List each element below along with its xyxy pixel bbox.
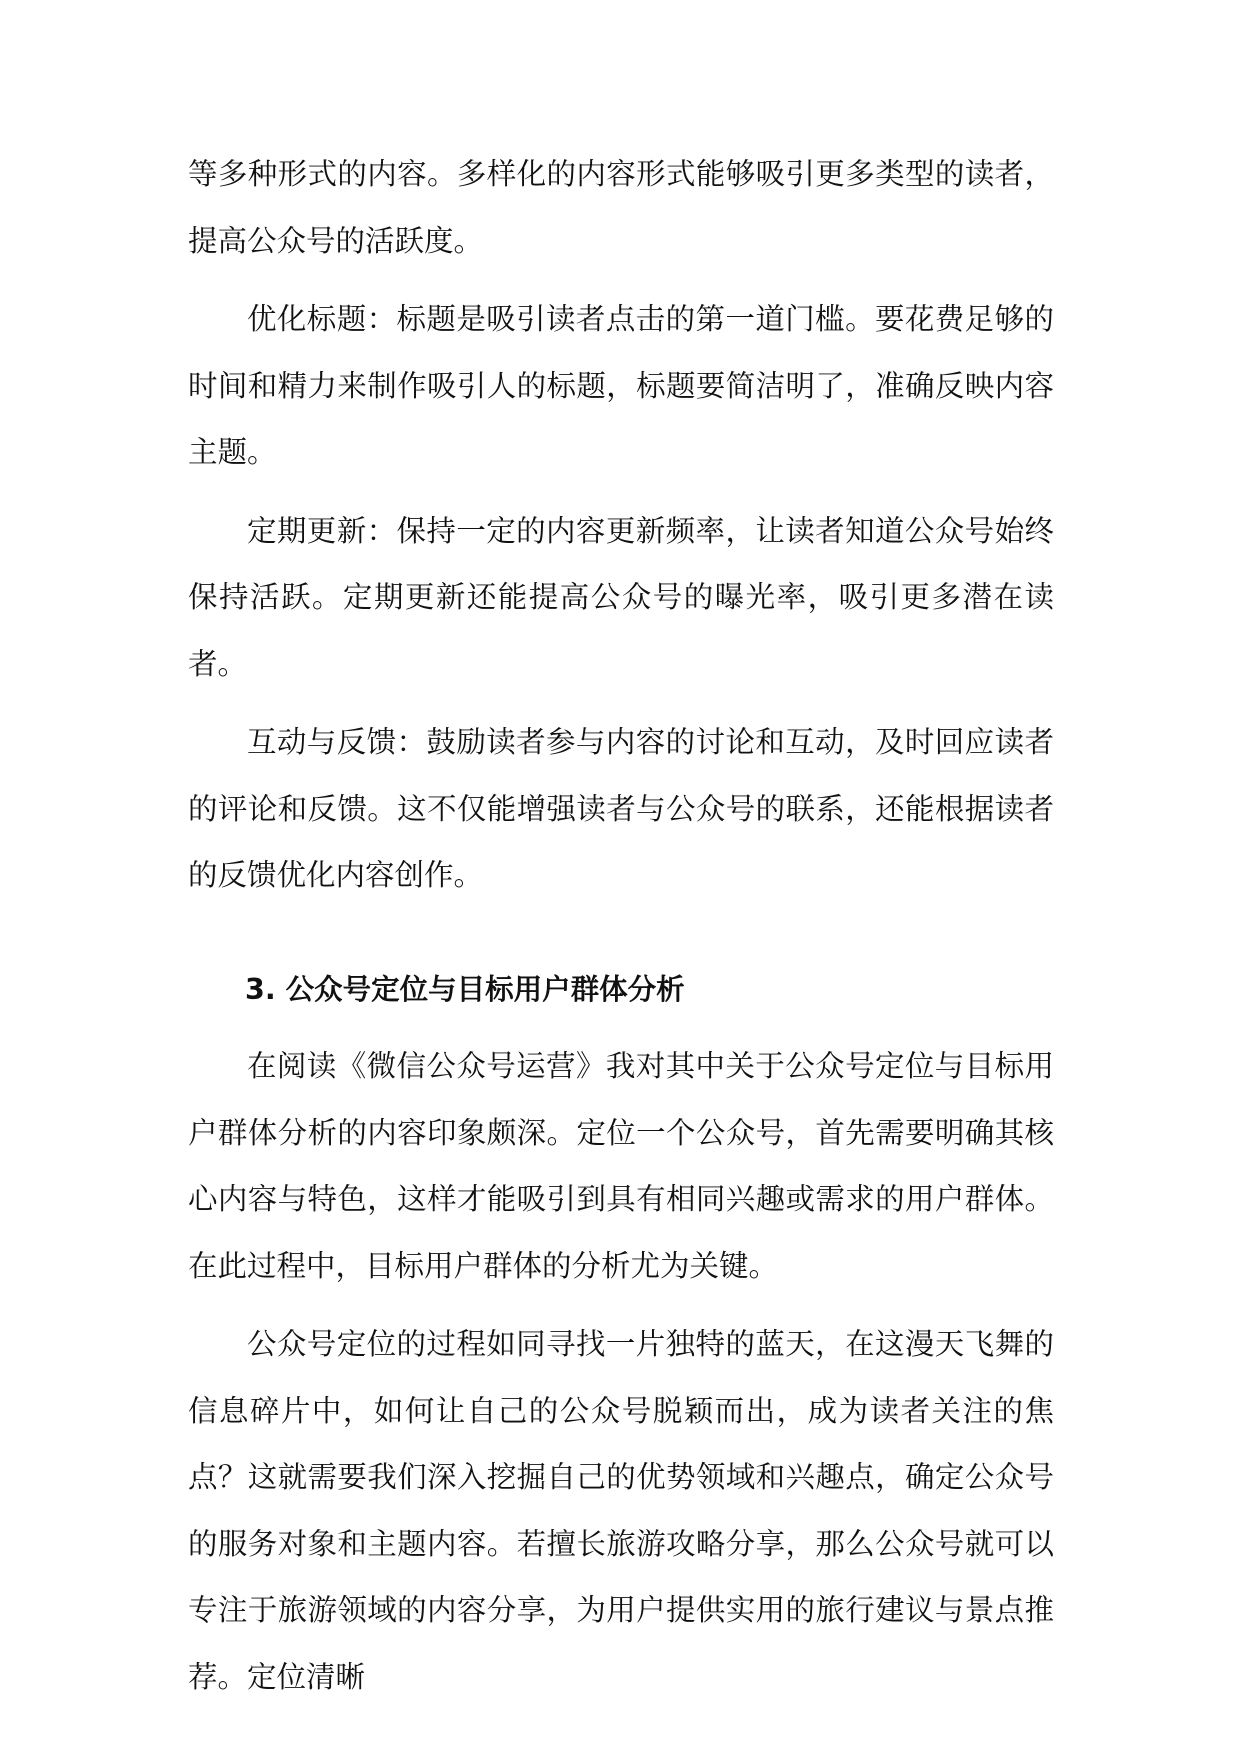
paragraph-optimize-title: 优化标题：标题是吸引读者点击的第一道门槛。要花费足够的时间和精力来制作吸引人的标题，标题要简洁明了，准确反映内容主题。 <box>188 302 1054 469</box>
paragraph-regular-update: 定期更新：保持一定的内容更新频率，让读者知道公众号始终保持活跃。定期更新还能提高公众号的曝光率，吸引更多潜在读者。 <box>188 513 1054 681</box>
paragraph-positioning-intro: 在阅读《微信公众号运营》我对其中关于公众号定位与目标用户群体分析的内容印象颇深。定位一个公众号，首先需要明确其核心内容与特色，这样才能吸引到具有相同兴趣或需求的用户群体。在此过程中，目标用户群体的分析尤为关键。 <box>188 1049 1054 1283</box>
paragraph-continued: 等多种形式的内容。多样化的内容形式能够吸引更多类型的读者，提高公众号的活跃度。 <box>188 157 1054 258</box>
paragraph-interaction-feedback: 互动与反馈：鼓励读者参与内容的讨论和互动，及时回应读者的评论和反馈。这不仅能增强读者与公众号的联系，还能根据读者的反馈优化内容创作。 <box>188 725 1054 892</box>
paragraph-positioning-process: 公众号定位的过程如同寻找一片独特的蓝天，在这漫天飞舞的信息碎片中，如何让自己的公众号脱颖而出，成为读者关注的焦点？这就需要我们深入挖掘自己的优势领域和兴趣点，确定公众号的服务对象和主题内容。若擅长旅游攻略分享，那么公众号就可以专注于旅游领域的内容分享，为用户提供实用的旅行建议与景点推荐。定位清晰 <box>188 1327 1054 1694</box>
document-body <box>188 141 1054 1722</box>
section-heading: 3. 公众号定位与目标用户群体分析 <box>245 972 685 1006</box>
